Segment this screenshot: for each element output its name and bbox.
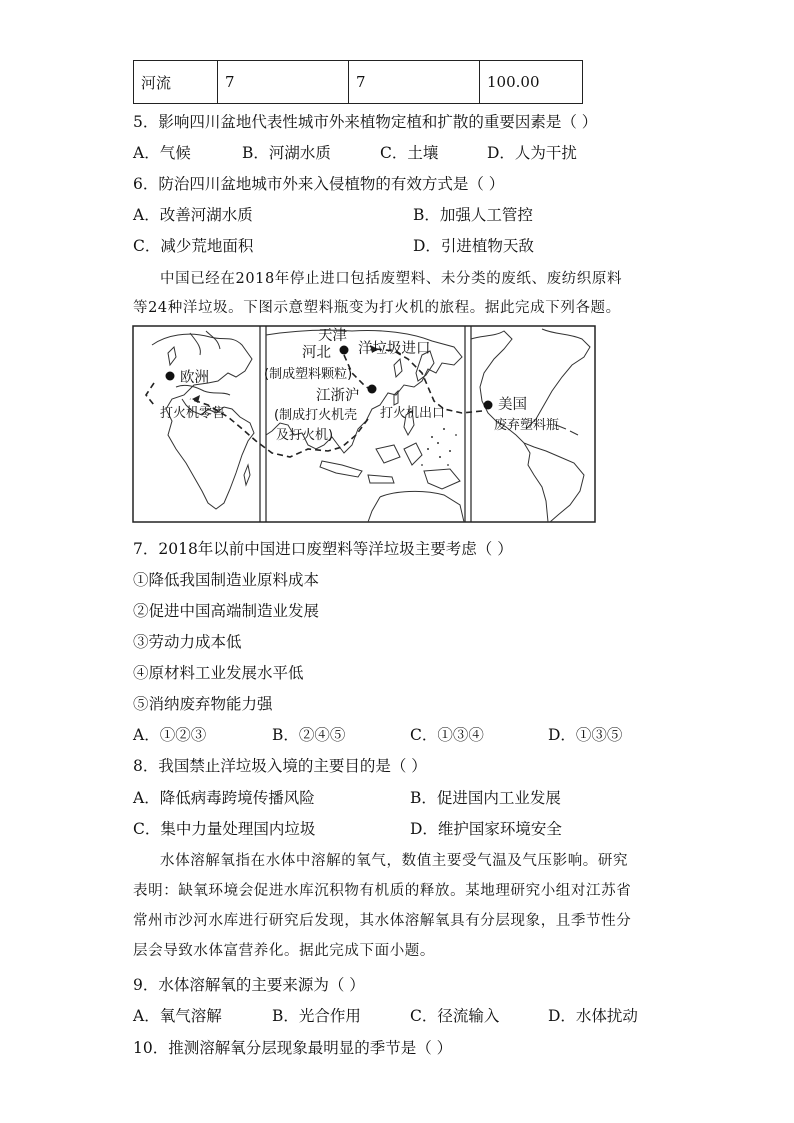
q6-option-d: D．引进植物天敌	[413, 237, 534, 255]
q7-statement-2: ②促进中国高端制造业发展	[133, 602, 320, 620]
label-waste-bottles: 废弃塑料瓶	[494, 418, 560, 433]
q5-option-c: C．土壤	[380, 144, 439, 162]
q8-option-d: D．维护国家环境安全	[410, 820, 562, 838]
passage-2-line-1: 水体溶解氧指在水体中溶解的氧气，数值主要受气温及气压影响。研究	[160, 853, 629, 869]
label-lighter-retail: 打火机零售	[160, 406, 226, 421]
question-5-stem: 5．影响四川盆地代表性城市外来植物定植和扩散的重要因素是（ ）	[133, 113, 598, 131]
question-7-stem: 7．2018年以前中国进口废塑料等洋垃圾主要考虑（ ）	[133, 540, 513, 558]
q7-option-d: D．①③⑤	[548, 726, 623, 744]
q7-statement-1: ①降低我国制造业原料成本	[133, 571, 320, 589]
label-jzh: 江浙沪	[316, 388, 360, 404]
q7-statement-3: ③劳动力成本低	[133, 633, 242, 651]
table-cell: 河流	[134, 61, 218, 104]
europe-marker	[166, 372, 175, 381]
hebei-marker	[340, 346, 349, 355]
label-garbage-import: 洋垃圾进口	[358, 341, 431, 357]
q9-option-c: C．径流输入	[410, 1007, 500, 1025]
passage-2-line-3: 常州市沙河水库进行研究后发现，其水体溶解氧具有分层现象，且季节性分	[133, 913, 632, 929]
question-9-stem: 9．水体溶解氧的主要来源为（ ）	[133, 976, 365, 994]
label-lighter-export: 打火机出口	[380, 406, 446, 421]
label-hebei: 河北	[302, 345, 331, 361]
q9-option-d: D．水体扰动	[548, 1007, 638, 1025]
usa-marker	[484, 401, 493, 410]
question-6-stem: 6．防治四川盆地城市外来入侵植物的有效方式是（ ）	[133, 175, 505, 193]
q6-option-a: A．改善河湖水质	[133, 206, 253, 224]
q9-option-b: B．光合作用	[272, 1007, 361, 1025]
q5-option-b: B．河湖水质	[242, 144, 331, 162]
passage-2-line-2: 表明：缺氧环境会促进水库沉积物有机质的释放。某地理研究小组对江苏省	[133, 883, 632, 899]
q7-option-b: B．②④⑤	[272, 726, 346, 744]
q5-option-a: A．气候	[133, 144, 191, 162]
passage-2-line-4: 层会导致水体富营养化。据此完成下面小题。	[133, 943, 435, 959]
table-cell: 7	[218, 61, 349, 104]
label-usa: 美国	[498, 397, 527, 413]
q5-option-d: D．人为干扰	[487, 144, 577, 162]
q6-option-b: B．加强人工管控	[413, 206, 533, 224]
q7-option-a: A．①②③	[133, 726, 207, 744]
q7-statement-5: ⑤消纳废弃物能力强	[133, 695, 273, 713]
label-europe: 欧洲	[180, 370, 209, 386]
passage-1-line-1: 中国已经在2018年停止进口包括废塑料、未分类的废纸、废纺织原料	[160, 271, 623, 287]
label-plastic-pellets: (制成塑料颗粒)	[264, 367, 353, 382]
plastic-bottle-journey-map	[132, 325, 596, 523]
question-10-stem: 10．推测溶解氧分层现象最明显的季节是（ ）	[133, 1039, 453, 1057]
jzh-marker	[368, 385, 377, 394]
data-table	[133, 60, 583, 104]
q8-option-c: C．集中力量处理国内垃圾	[133, 820, 316, 838]
table-cell: 100.00	[480, 61, 583, 104]
table-cell: 7	[349, 61, 480, 104]
table-row	[134, 61, 583, 104]
q9-option-a: A．氧气溶解	[133, 1007, 222, 1025]
label-tianjin: 天津	[318, 328, 347, 344]
q8-option-a: A．降低病毒跨境传播风险	[133, 789, 315, 807]
q7-option-c: C．①③④	[410, 726, 484, 744]
q6-option-c: C．减少荒地面积	[133, 237, 254, 255]
label-lighter-making-1: (制成打火机壳	[274, 408, 358, 423]
passage-1-line-2: 等24种洋垃圾。下图示意塑料瓶变为打火机的旅程。据此完成下列各题。	[133, 300, 621, 316]
question-8-stem: 8．我国禁止洋垃圾入境的主要目的是（ ）	[133, 757, 427, 775]
q7-statement-4: ④原材料工业发展水平低	[133, 664, 304, 682]
q8-option-b: B．促进国内工业发展	[410, 789, 561, 807]
label-lighter-making-2: 及打火机)	[276, 428, 334, 443]
